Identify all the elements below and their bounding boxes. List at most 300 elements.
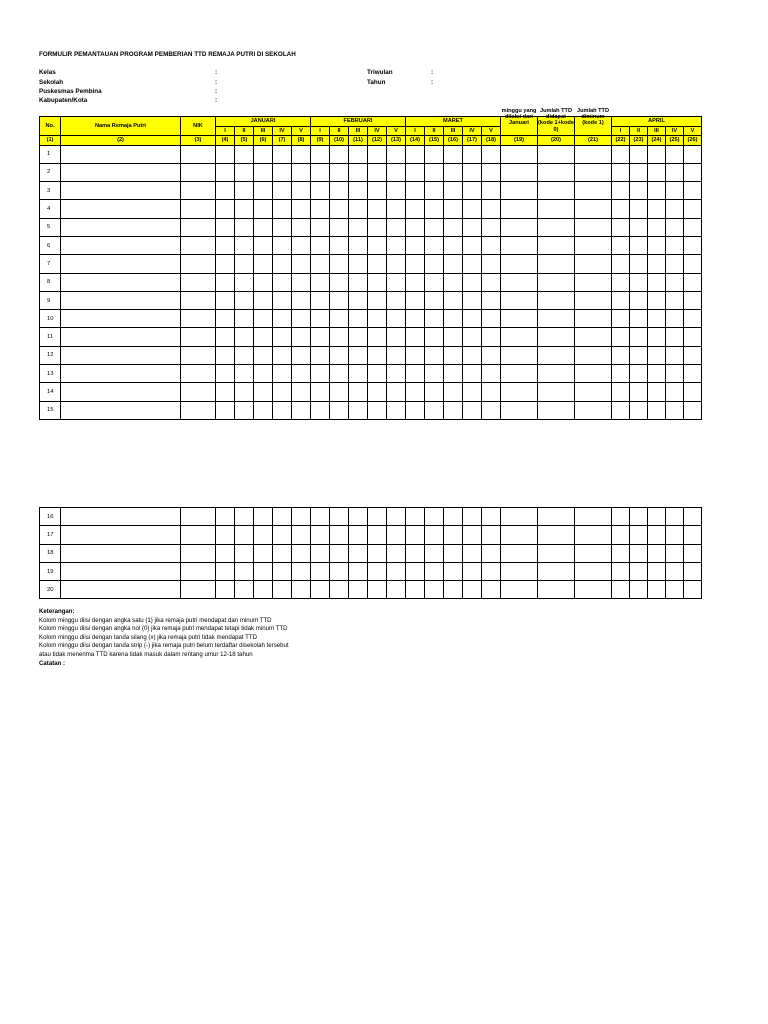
table-cell[interactable] bbox=[684, 145, 702, 163]
table-cell[interactable] bbox=[349, 544, 368, 562]
table-cell[interactable] bbox=[387, 328, 406, 346]
table-cell[interactable] bbox=[292, 526, 311, 544]
table-cell[interactable] bbox=[575, 544, 612, 562]
table-cell[interactable] bbox=[235, 182, 254, 200]
table-cell[interactable] bbox=[612, 581, 630, 599]
table-cell[interactable] bbox=[273, 328, 292, 346]
table-cell[interactable] bbox=[612, 255, 630, 273]
table-cell[interactable] bbox=[482, 401, 501, 419]
table-cell[interactable] bbox=[254, 273, 273, 291]
table-cell[interactable] bbox=[444, 346, 463, 364]
table-cell[interactable] bbox=[684, 328, 702, 346]
table-cell[interactable] bbox=[387, 163, 406, 181]
table-cell[interactable] bbox=[666, 163, 684, 181]
table-cell[interactable] bbox=[349, 401, 368, 419]
table-cell[interactable] bbox=[501, 526, 538, 544]
table-cell[interactable] bbox=[463, 273, 482, 291]
table-cell[interactable] bbox=[235, 218, 254, 236]
table-cell[interactable] bbox=[406, 365, 425, 383]
table-cell[interactable] bbox=[684, 365, 702, 383]
table-cell[interactable] bbox=[216, 145, 235, 163]
table-cell[interactable] bbox=[482, 255, 501, 273]
table-cell[interactable] bbox=[181, 365, 216, 383]
table-cell[interactable] bbox=[254, 328, 273, 346]
table-cell[interactable] bbox=[61, 544, 181, 562]
table-cell[interactable] bbox=[538, 526, 575, 544]
table-cell[interactable] bbox=[406, 544, 425, 562]
table-cell[interactable] bbox=[349, 182, 368, 200]
table-cell[interactable] bbox=[387, 508, 406, 526]
table-cell[interactable] bbox=[538, 255, 575, 273]
table-cell[interactable] bbox=[292, 163, 311, 181]
table-cell[interactable] bbox=[538, 365, 575, 383]
table-cell[interactable] bbox=[235, 346, 254, 364]
table-cell[interactable] bbox=[406, 236, 425, 254]
table-cell[interactable] bbox=[387, 562, 406, 580]
table-cell[interactable] bbox=[444, 383, 463, 401]
table-cell[interactable] bbox=[273, 255, 292, 273]
table-cell[interactable] bbox=[648, 218, 666, 236]
table-cell[interactable] bbox=[254, 581, 273, 599]
table-cell[interactable] bbox=[501, 346, 538, 364]
table-cell[interactable] bbox=[406, 328, 425, 346]
table-cell[interactable] bbox=[684, 163, 702, 181]
table-cell[interactable] bbox=[425, 273, 444, 291]
table-cell[interactable] bbox=[648, 291, 666, 309]
table-cell[interactable] bbox=[463, 310, 482, 328]
table-cell[interactable] bbox=[630, 544, 648, 562]
table-cell[interactable] bbox=[425, 291, 444, 309]
table-cell[interactable] bbox=[463, 508, 482, 526]
table-cell[interactable] bbox=[538, 383, 575, 401]
table-cell[interactable] bbox=[666, 255, 684, 273]
table-cell[interactable] bbox=[538, 218, 575, 236]
table-cell[interactable] bbox=[684, 291, 702, 309]
table-cell[interactable] bbox=[463, 218, 482, 236]
table-cell[interactable] bbox=[444, 273, 463, 291]
table-cell[interactable] bbox=[463, 346, 482, 364]
table-cell[interactable] bbox=[575, 562, 612, 580]
table-cell[interactable] bbox=[349, 218, 368, 236]
table-cell[interactable] bbox=[349, 508, 368, 526]
table-cell[interactable] bbox=[612, 526, 630, 544]
table-cell[interactable] bbox=[684, 182, 702, 200]
table-cell[interactable] bbox=[444, 581, 463, 599]
table-cell[interactable] bbox=[387, 526, 406, 544]
table-cell[interactable] bbox=[181, 145, 216, 163]
table-cell[interactable] bbox=[444, 200, 463, 218]
table-cell[interactable] bbox=[463, 365, 482, 383]
table-cell[interactable] bbox=[630, 255, 648, 273]
table-cell[interactable] bbox=[425, 310, 444, 328]
table-cell[interactable] bbox=[482, 218, 501, 236]
table-cell[interactable] bbox=[368, 365, 387, 383]
table-cell[interactable] bbox=[368, 145, 387, 163]
table-cell[interactable] bbox=[368, 562, 387, 580]
table-cell[interactable] bbox=[216, 291, 235, 309]
table-cell[interactable] bbox=[648, 562, 666, 580]
table-cell[interactable] bbox=[425, 562, 444, 580]
table-cell[interactable] bbox=[425, 346, 444, 364]
table-cell[interactable] bbox=[684, 581, 702, 599]
table-cell[interactable] bbox=[216, 200, 235, 218]
table-cell[interactable] bbox=[666, 236, 684, 254]
table-cell[interactable] bbox=[538, 581, 575, 599]
table-cell[interactable] bbox=[630, 273, 648, 291]
table-cell[interactable] bbox=[612, 200, 630, 218]
table-cell[interactable] bbox=[612, 218, 630, 236]
table-cell[interactable] bbox=[273, 218, 292, 236]
table-cell[interactable] bbox=[273, 145, 292, 163]
table-cell[interactable] bbox=[330, 562, 349, 580]
table-cell[interactable] bbox=[406, 526, 425, 544]
table-cell[interactable] bbox=[612, 328, 630, 346]
table-cell[interactable] bbox=[666, 182, 684, 200]
table-cell[interactable] bbox=[406, 182, 425, 200]
table-cell[interactable] bbox=[666, 401, 684, 419]
table-cell[interactable] bbox=[648, 255, 666, 273]
table-cell[interactable] bbox=[387, 310, 406, 328]
table-cell[interactable] bbox=[463, 401, 482, 419]
table-cell[interactable] bbox=[254, 346, 273, 364]
table-cell[interactable] bbox=[575, 163, 612, 181]
table-cell[interactable] bbox=[349, 581, 368, 599]
table-cell[interactable] bbox=[463, 145, 482, 163]
table-cell[interactable] bbox=[368, 346, 387, 364]
table-cell[interactable] bbox=[501, 236, 538, 254]
table-cell[interactable] bbox=[292, 218, 311, 236]
table-cell[interactable] bbox=[292, 273, 311, 291]
table-cell[interactable] bbox=[181, 328, 216, 346]
table-cell[interactable] bbox=[61, 218, 181, 236]
table-cell[interactable] bbox=[181, 273, 216, 291]
table-cell[interactable] bbox=[235, 401, 254, 419]
table-cell[interactable] bbox=[425, 526, 444, 544]
table-cell[interactable] bbox=[216, 508, 235, 526]
table-cell[interactable] bbox=[235, 383, 254, 401]
table-cell[interactable] bbox=[311, 562, 330, 580]
table-cell[interactable] bbox=[538, 544, 575, 562]
table-cell[interactable] bbox=[216, 526, 235, 544]
table-cell[interactable] bbox=[387, 291, 406, 309]
table-cell[interactable] bbox=[368, 581, 387, 599]
table-cell[interactable] bbox=[311, 581, 330, 599]
table-cell[interactable] bbox=[254, 544, 273, 562]
table-cell[interactable] bbox=[575, 310, 612, 328]
table-cell[interactable] bbox=[254, 255, 273, 273]
table-cell[interactable] bbox=[330, 401, 349, 419]
table-cell[interactable] bbox=[444, 236, 463, 254]
table-cell[interactable] bbox=[61, 182, 181, 200]
table-cell[interactable] bbox=[538, 346, 575, 364]
table-cell[interactable] bbox=[630, 383, 648, 401]
table-cell[interactable] bbox=[330, 236, 349, 254]
table-cell[interactable] bbox=[273, 310, 292, 328]
table-cell[interactable] bbox=[387, 236, 406, 254]
table-cell[interactable] bbox=[501, 365, 538, 383]
table-cell[interactable] bbox=[235, 544, 254, 562]
table-cell[interactable] bbox=[330, 383, 349, 401]
table-cell[interactable] bbox=[463, 328, 482, 346]
table-cell[interactable] bbox=[501, 145, 538, 163]
table-cell[interactable] bbox=[235, 145, 254, 163]
table-cell[interactable] bbox=[181, 218, 216, 236]
table-cell[interactable] bbox=[273, 526, 292, 544]
table-cell[interactable] bbox=[612, 291, 630, 309]
table-cell[interactable] bbox=[349, 526, 368, 544]
table-cell[interactable] bbox=[311, 526, 330, 544]
table-cell[interactable] bbox=[216, 401, 235, 419]
table-cell[interactable] bbox=[684, 526, 702, 544]
table-cell[interactable] bbox=[311, 508, 330, 526]
table-cell[interactable] bbox=[311, 145, 330, 163]
table-cell[interactable] bbox=[538, 200, 575, 218]
table-cell[interactable] bbox=[463, 383, 482, 401]
table-cell[interactable] bbox=[463, 526, 482, 544]
table-cell[interactable] bbox=[425, 145, 444, 163]
table-cell[interactable] bbox=[612, 401, 630, 419]
table-cell[interactable] bbox=[330, 365, 349, 383]
table-cell[interactable] bbox=[254, 145, 273, 163]
table-cell[interactable] bbox=[181, 163, 216, 181]
table-cell[interactable] bbox=[292, 544, 311, 562]
table-cell[interactable] bbox=[311, 182, 330, 200]
table-cell[interactable] bbox=[538, 182, 575, 200]
table-cell[interactable] bbox=[575, 236, 612, 254]
table-cell[interactable] bbox=[501, 328, 538, 346]
table-cell[interactable] bbox=[444, 328, 463, 346]
table-cell[interactable] bbox=[254, 310, 273, 328]
table-cell[interactable] bbox=[387, 401, 406, 419]
table-cell[interactable] bbox=[254, 526, 273, 544]
table-cell[interactable] bbox=[684, 401, 702, 419]
table-cell[interactable] bbox=[538, 291, 575, 309]
table-cell[interactable] bbox=[330, 200, 349, 218]
table-cell[interactable] bbox=[482, 236, 501, 254]
table-cell[interactable] bbox=[501, 544, 538, 562]
table-cell[interactable] bbox=[181, 581, 216, 599]
table-cell[interactable] bbox=[273, 291, 292, 309]
table-cell[interactable] bbox=[216, 163, 235, 181]
table-cell[interactable] bbox=[311, 401, 330, 419]
table-cell[interactable] bbox=[425, 581, 444, 599]
table-cell[interactable] bbox=[235, 236, 254, 254]
table-cell[interactable] bbox=[575, 182, 612, 200]
table-cell[interactable] bbox=[181, 255, 216, 273]
table-cell[interactable] bbox=[254, 236, 273, 254]
table-cell[interactable] bbox=[630, 328, 648, 346]
table-cell[interactable] bbox=[612, 365, 630, 383]
table-cell[interactable] bbox=[684, 218, 702, 236]
table-cell[interactable] bbox=[61, 365, 181, 383]
table-cell[interactable] bbox=[482, 365, 501, 383]
table-cell[interactable] bbox=[648, 508, 666, 526]
table-cell[interactable] bbox=[406, 273, 425, 291]
table-cell[interactable] bbox=[292, 365, 311, 383]
table-cell[interactable] bbox=[292, 328, 311, 346]
table-cell[interactable] bbox=[349, 346, 368, 364]
table-cell[interactable] bbox=[425, 218, 444, 236]
table-cell[interactable] bbox=[612, 273, 630, 291]
table-cell[interactable] bbox=[612, 182, 630, 200]
table-cell[interactable] bbox=[292, 236, 311, 254]
table-cell[interactable] bbox=[368, 182, 387, 200]
table-cell[interactable] bbox=[666, 544, 684, 562]
table-cell[interactable] bbox=[482, 562, 501, 580]
table-cell[interactable] bbox=[292, 200, 311, 218]
table-cell[interactable] bbox=[387, 581, 406, 599]
table-cell[interactable] bbox=[482, 581, 501, 599]
table-cell[interactable] bbox=[666, 273, 684, 291]
table-cell[interactable] bbox=[425, 508, 444, 526]
table-cell[interactable] bbox=[61, 236, 181, 254]
table-cell[interactable] bbox=[482, 383, 501, 401]
table-cell[interactable] bbox=[684, 255, 702, 273]
table-cell[interactable] bbox=[648, 383, 666, 401]
table-cell[interactable] bbox=[630, 346, 648, 364]
table-cell[interactable] bbox=[406, 145, 425, 163]
table-cell[interactable] bbox=[330, 291, 349, 309]
table-cell[interactable] bbox=[216, 255, 235, 273]
table-cell[interactable] bbox=[254, 383, 273, 401]
table-cell[interactable] bbox=[368, 383, 387, 401]
table-cell[interactable] bbox=[575, 200, 612, 218]
table-cell[interactable] bbox=[292, 562, 311, 580]
table-cell[interactable] bbox=[444, 255, 463, 273]
table-cell[interactable] bbox=[61, 310, 181, 328]
table-cell[interactable] bbox=[311, 346, 330, 364]
table-cell[interactable] bbox=[292, 581, 311, 599]
table-cell[interactable] bbox=[235, 255, 254, 273]
table-cell[interactable] bbox=[216, 581, 235, 599]
table-cell[interactable] bbox=[254, 508, 273, 526]
table-cell[interactable] bbox=[273, 163, 292, 181]
table-cell[interactable] bbox=[311, 544, 330, 562]
table-cell[interactable] bbox=[330, 508, 349, 526]
table-cell[interactable] bbox=[387, 200, 406, 218]
table-cell[interactable] bbox=[425, 401, 444, 419]
table-cell[interactable] bbox=[463, 163, 482, 181]
table-cell[interactable] bbox=[254, 401, 273, 419]
table-cell[interactable] bbox=[575, 581, 612, 599]
table-cell[interactable] bbox=[181, 383, 216, 401]
table-cell[interactable] bbox=[648, 236, 666, 254]
table-cell[interactable] bbox=[463, 182, 482, 200]
table-cell[interactable] bbox=[273, 401, 292, 419]
table-cell[interactable] bbox=[181, 544, 216, 562]
table-cell[interactable] bbox=[330, 581, 349, 599]
table-cell[interactable] bbox=[630, 526, 648, 544]
table-cell[interactable] bbox=[235, 365, 254, 383]
table-cell[interactable] bbox=[273, 383, 292, 401]
table-cell[interactable] bbox=[463, 581, 482, 599]
table-cell[interactable] bbox=[216, 310, 235, 328]
table-cell[interactable] bbox=[648, 163, 666, 181]
table-cell[interactable] bbox=[612, 145, 630, 163]
table-cell[interactable] bbox=[368, 273, 387, 291]
table-cell[interactable] bbox=[216, 544, 235, 562]
table-cell[interactable] bbox=[368, 200, 387, 218]
table-cell[interactable] bbox=[425, 383, 444, 401]
table-cell[interactable] bbox=[630, 163, 648, 181]
table-cell[interactable] bbox=[482, 145, 501, 163]
table-cell[interactable] bbox=[330, 145, 349, 163]
table-cell[interactable] bbox=[254, 562, 273, 580]
table-cell[interactable] bbox=[273, 365, 292, 383]
table-cell[interactable] bbox=[666, 291, 684, 309]
table-cell[interactable] bbox=[648, 200, 666, 218]
table-cell[interactable] bbox=[349, 236, 368, 254]
table-cell[interactable] bbox=[254, 291, 273, 309]
table-cell[interactable] bbox=[666, 365, 684, 383]
table-cell[interactable] bbox=[538, 273, 575, 291]
table-cell[interactable] bbox=[216, 365, 235, 383]
table-cell[interactable] bbox=[216, 328, 235, 346]
table-cell[interactable] bbox=[181, 526, 216, 544]
table-cell[interactable] bbox=[538, 562, 575, 580]
table-cell[interactable] bbox=[235, 310, 254, 328]
table-cell[interactable] bbox=[330, 310, 349, 328]
table-cell[interactable] bbox=[368, 508, 387, 526]
table-cell[interactable] bbox=[181, 401, 216, 419]
table-cell[interactable] bbox=[648, 544, 666, 562]
table-cell[interactable] bbox=[406, 581, 425, 599]
table-cell[interactable] bbox=[330, 346, 349, 364]
table-cell[interactable] bbox=[501, 163, 538, 181]
table-cell[interactable] bbox=[406, 291, 425, 309]
table-cell[interactable] bbox=[630, 508, 648, 526]
table-cell[interactable] bbox=[684, 508, 702, 526]
table-cell[interactable] bbox=[181, 508, 216, 526]
table-cell[interactable] bbox=[648, 581, 666, 599]
table-cell[interactable] bbox=[666, 200, 684, 218]
table-cell[interactable] bbox=[575, 291, 612, 309]
table-cell[interactable] bbox=[666, 310, 684, 328]
table-cell[interactable] bbox=[330, 328, 349, 346]
table-cell[interactable] bbox=[368, 526, 387, 544]
table-cell[interactable] bbox=[666, 383, 684, 401]
table-cell[interactable] bbox=[368, 401, 387, 419]
table-cell[interactable] bbox=[216, 273, 235, 291]
table-cell[interactable] bbox=[482, 508, 501, 526]
table-cell[interactable] bbox=[292, 145, 311, 163]
table-cell[interactable] bbox=[61, 291, 181, 309]
table-cell[interactable] bbox=[444, 365, 463, 383]
table-cell[interactable] bbox=[181, 182, 216, 200]
table-cell[interactable] bbox=[273, 182, 292, 200]
table-cell[interactable] bbox=[575, 365, 612, 383]
table-cell[interactable] bbox=[368, 291, 387, 309]
table-cell[interactable] bbox=[501, 581, 538, 599]
table-cell[interactable] bbox=[444, 401, 463, 419]
table-cell[interactable] bbox=[501, 562, 538, 580]
table-cell[interactable] bbox=[575, 346, 612, 364]
table-cell[interactable] bbox=[254, 218, 273, 236]
table-cell[interactable] bbox=[368, 236, 387, 254]
table-cell[interactable] bbox=[216, 346, 235, 364]
table-cell[interactable] bbox=[216, 236, 235, 254]
table-cell[interactable] bbox=[181, 562, 216, 580]
table-cell[interactable] bbox=[425, 255, 444, 273]
table-cell[interactable] bbox=[501, 255, 538, 273]
table-cell[interactable] bbox=[273, 508, 292, 526]
table-cell[interactable] bbox=[330, 182, 349, 200]
table-cell[interactable] bbox=[61, 273, 181, 291]
table-cell[interactable] bbox=[349, 328, 368, 346]
table-cell[interactable] bbox=[444, 291, 463, 309]
table-cell[interactable] bbox=[61, 383, 181, 401]
table-cell[interactable] bbox=[463, 544, 482, 562]
